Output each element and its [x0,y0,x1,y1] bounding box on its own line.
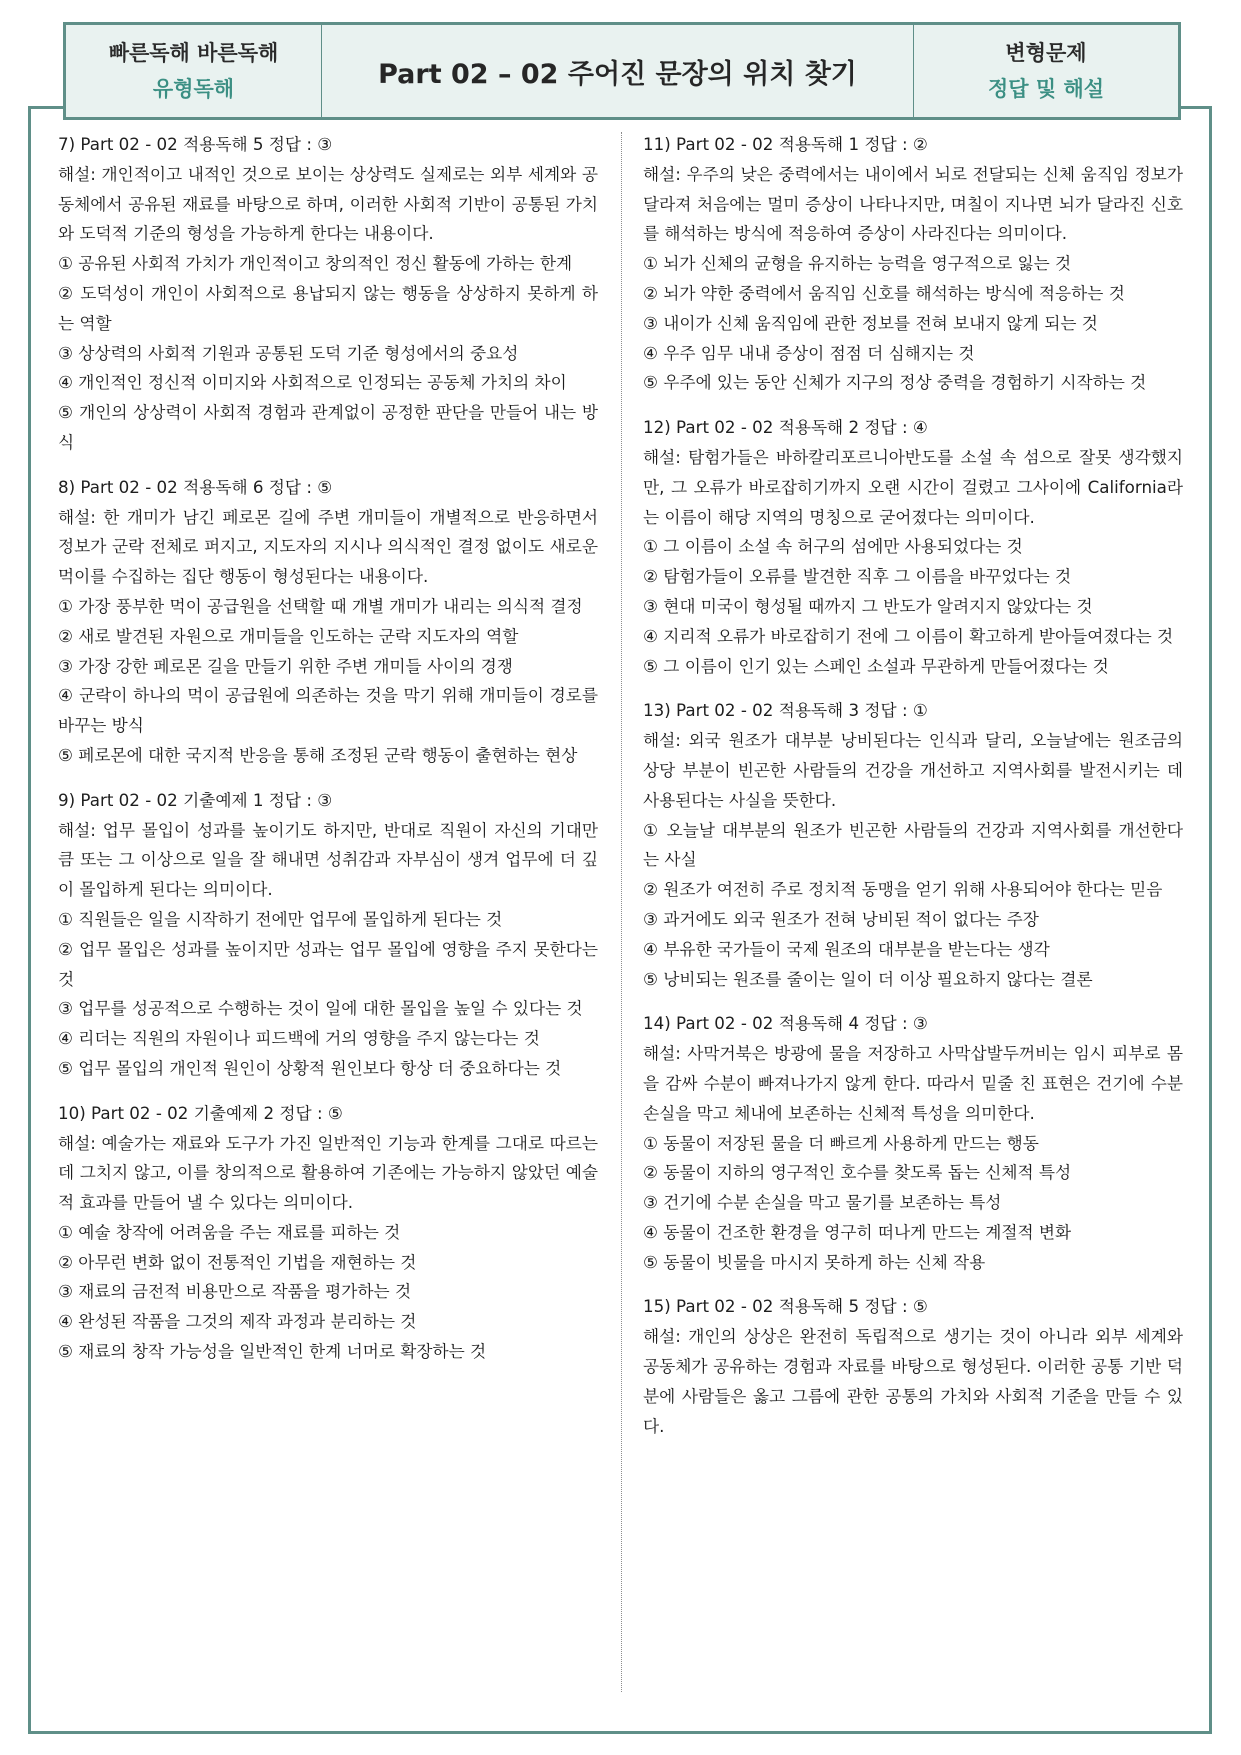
answer-heading: 11) Part 02 - 02 적용독해 1 정답 : ② [643,134,928,154]
option-line: ③ 가장 강한 페로몬 길을 만들기 위한 주변 개미들 사이의 경쟁 [58,655,513,676]
explanation-text: 해설: 개인적이고 내적인 것으로 보이는 상상력도 실제로는 외부 세계와 공동체에서 공유된 재료를 바탕으로 하며, 이러한 사회적 기반이 공통된 가치와 도덕적 기준의 형성을 가능하게 한다는 내용이다. [58,163,598,244]
book-title: 빠른독해 바른독해 [108,41,279,65]
answer-heading: 7) Part 02 - 02 적용독해 5 정답 : ③ [58,134,333,154]
answer-item-7 [58,130,598,458]
answer-item-8 [58,473,598,771]
option-line: ⑤ 우주에 있는 동안 신체가 지구의 정상 중력을 경험하기 시작하는 것 [643,372,1147,393]
option-line: ⑤ 동물이 빗물을 마시지 못하게 하는 신체 작용 [643,1251,986,1272]
option-line: ② 동물이 지하의 영구적인 호수를 찾도록 돕는 신체적 특성 [643,1162,1072,1183]
right-column [643,130,1183,1456]
option-line: ② 탐험가들이 오류를 발견한 직후 그 이름을 바꾸었다는 것 [643,566,1072,587]
option-line: ② 업무 몰입은 성과를 높이지만 성과는 업무 몰입에 영향을 주지 못한다는 것 [58,938,598,989]
option-line: ④ 개인적인 정신적 이미지와 사회적으로 인정되는 공동체 가치의 차이 [58,372,567,393]
answer-heading: 15) Part 02 - 02 적용독해 5 정답 : ⑤ [643,1296,928,1317]
option-line: ① 직원들은 일을 시작하기 전에만 업무에 몰입하게 된다는 것 [58,908,503,929]
option-line: ② 원조가 여전히 주로 정치적 동맹을 얻기 위해 사용되어야 한다는 믿음 [643,879,1163,900]
option-line: ① 오늘날 대부분의 원조가 빈곤한 사람들의 건강과 지역사회를 개선한다는 사실 [643,819,1183,870]
explanation-text: 해설: 외국 원조가 대부분 낭비된다는 인식과 달리, 오늘날에는 원조금의 상당 부분이 빈곤한 사람들의 건강을 개선하고 지역사회를 발전시키는 데 사용된다는 사실을 뜻한다. [643,730,1183,810]
option-line: ② 뇌가 약한 중력에서 움직임 신호를 해석하는 방식에 적응하는 것 [643,282,1125,303]
option-line: ② 도덕성이 개인이 사회적으로 용납되지 않는 행동을 상상하지 못하게 하는 역할 [58,282,598,333]
option-line: ③ 내이가 신체 움직임에 관한 정보를 전혀 보내지 않게 되는 것 [643,312,1098,333]
answer-item-11 [643,130,1183,398]
option-line: ⑤ 그 이름이 인기 있는 스페인 소설과 무관하게 만들어졌다는 것 [643,655,1109,676]
option-line: ③ 건기에 수분 손실을 막고 물기를 보존하는 특성 [643,1192,1002,1213]
option-line: ⑤ 낭비되는 원조를 줄이는 일이 더 이상 필요하지 않다는 결론 [643,968,1093,989]
section-label: 변형문제 [1005,41,1087,65]
option-line: ④ 동물이 건조한 환경을 영구히 떠나게 만드는 계절적 변화 [643,1221,1072,1242]
explanation-text: 해설: 우주의 낮은 중력에서는 내이에서 뇌로 전달되는 신체 움직임 정보가 달라져 처음에는 멀미 증상이 나타나지만, 며칠이 지나면 뇌가 달라진 신호를 해석하는 방식에 적응하여 증상이 사라진다는 의미이다. [643,163,1183,244]
answer-item-14 [643,1009,1183,1277]
option-line: ④ 완성된 작품을 그것의 제작 과정과 분리하는 것 [58,1311,417,1332]
page-header [63,22,1181,120]
option-line: ③ 현대 미국이 형성될 때까지 그 반도가 알려지지 않았다는 것 [643,595,1093,616]
option-line: ② 아무런 변화 없이 전통적인 기법을 재현하는 것 [58,1251,417,1272]
left-column [58,130,598,1382]
explanation-text: 해설: 업무 몰입이 성과를 높이기도 하지만, 반대로 직원이 자신의 기대만큼 또는 그 이상으로 일을 잘 해내면 성취감과 자부심이 생겨 업무에 더 깊이 몰입하게 된다는 의미이다. [58,819,598,900]
option-line: ④ 리더는 직원의 자원이나 피드백에 거의 영향을 주지 않는다는 것 [58,1028,540,1049]
answer-heading: 8) Part 02 - 02 적용독해 6 정답 : ⑤ [58,476,333,497]
option-line: ④ 군락이 하나의 먹이 공급원에 의존하는 것을 막기 위해 개미들이 경로를 바꾸는 방식 [58,685,598,736]
section-sublabel: 정답 및 해설 [987,77,1105,101]
answer-heading: 13) Part 02 - 02 적용독해 3 정답 : ① [643,700,928,721]
answer-heading: 14) Part 02 - 02 적용독해 4 정답 : ③ [643,1013,928,1034]
answer-item-15 [643,1292,1183,1441]
option-line: ③ 상상력의 사회적 기원과 공통된 도덕 기준 형성에서의 중요성 [58,342,519,363]
option-line: ① 뇌가 신체의 균형을 유지하는 능력을 영구적으로 잃는 것 [643,253,1072,274]
option-line: ① 동물이 저장된 물을 더 빠르게 사용하게 만드는 행동 [643,1132,1039,1153]
answer-heading: 12) Part 02 - 02 적용독해 2 정답 : ④ [643,417,928,438]
answer-item-10 [58,1099,598,1367]
explanation-text: 해설: 탐험가들은 바하칼리포르니아반도를 소설 속 섬으로 잘못 생각했지만, 그 오류가 바로잡히기까지 오랜 시간이 걸렸고 그사이에 California라는 이름이 해당 지역의 명칭으로 굳어졌다는 의미이다. [643,446,1183,527]
answer-heading: 9) Part 02 - 02 기출예제 1 정답 : ③ [58,789,333,810]
header-left-cell [66,25,322,117]
option-line: ① 그 이름이 소설 속 허구의 섬에만 사용되었다는 것 [643,536,1023,557]
option-line: ④ 지리적 오류가 바로잡히기 전에 그 이름이 확고하게 받아들여졌다는 것 [643,625,1174,646]
answer-item-13 [643,696,1183,994]
answer-item-12 [643,413,1183,681]
option-line: ① 예술 창작에 어려움을 주는 재료를 피하는 것 [58,1221,401,1242]
explanation-text: 해설: 예술가는 재료와 도구가 가진 일반적인 기능과 한계를 그대로 따르는 데 그치지 않고, 이를 창의적으로 활용하여 기존에는 가능하지 않았던 예술적 효과를 만들어 낼 수 있다는 의미이다. [58,1132,598,1213]
option-line: ④ 부유한 국가들이 국제 원조의 대부분을 받는다는 생각 [643,938,1050,959]
option-line: ③ 업무를 성공적으로 수행하는 것이 일에 대한 몰입을 높일 수 있다는 것 [58,998,583,1019]
answer-item-9 [58,786,598,1084]
column-divider [621,132,622,1692]
page-title: Part 02 – 02 주어진 문장의 위치 찾기 [378,58,857,90]
option-line: ⑤ 페로몬에 대한 국지적 반응을 통해 조정된 군락 행동이 출현하는 현상 [58,744,578,765]
option-line: ③ 재료의 금전적 비용만으로 작품을 평가하는 것 [58,1281,412,1302]
explanation-text: 해설: 사막거북은 방광에 물을 저장하고 사막삽발두꺼비는 임시 피부로 몸을 감싸 수분이 빠져나가지 않게 한다. 따라서 밑줄 친 표현은 건기에 수분 손실을 막고 체내에 보존하는 신체적 특성을 의미한다. [643,1043,1183,1123]
option-line: ④ 우주 임무 내내 증상이 점점 더 심해지는 것 [643,342,975,363]
option-line: ⑤ 재료의 창작 가능성을 일반적인 한계 너머로 확장하는 것 [58,1341,487,1362]
option-line: ③ 과거에도 외국 원조가 전혀 낭비된 적이 없다는 주장 [643,908,1039,929]
book-subtitle: 유형독해 [152,77,235,101]
option-line: ⑤ 개인의 상상력이 사회적 경험과 관계없이 공정한 판단을 만들어 내는 방식 [58,402,598,452]
answer-heading: 10) Part 02 - 02 기출예제 2 정답 : ⑤ [58,1102,343,1123]
option-line: ② 새로 발견된 자원으로 개미들을 인도하는 군락 지도자의 역할 [58,625,519,646]
option-line: ① 가장 풍부한 먹이 공급원을 선택할 때 개별 개미가 내리는 의식적 결정 [58,595,583,616]
header-right-cell [914,25,1178,117]
explanation-text: 해설: 개인의 상상은 완전히 독립적으로 생기는 것이 아니라 외부 세계와 공동체가 공유하는 경험과 자료를 바탕으로 형성된다. 이러한 공통 기반 덕분에 사람들은 옳고 그름에 관한 공통의 가치와 사회적 기준을 만들 수 있다. [643,1326,1183,1436]
option-line: ① 공유된 사회적 가치가 개인적이고 창의적인 정신 활동에 가하는 한계 [58,253,573,274]
header-title-cell [322,25,914,117]
explanation-text: 해설: 한 개미가 남긴 페로몬 길에 주변 개미들이 개별적으로 반응하면서 정보가 군락 전체로 퍼지고, 지도자의 지시나 의식적인 결정 없이도 새로운 먹이를 수집하는 집단 행동이 형성된다는 내용이다. [58,506,598,587]
option-line: ⑤ 업무 몰입의 개인적 원인이 상황적 원인보다 항상 더 중요하다는 것 [58,1057,562,1078]
